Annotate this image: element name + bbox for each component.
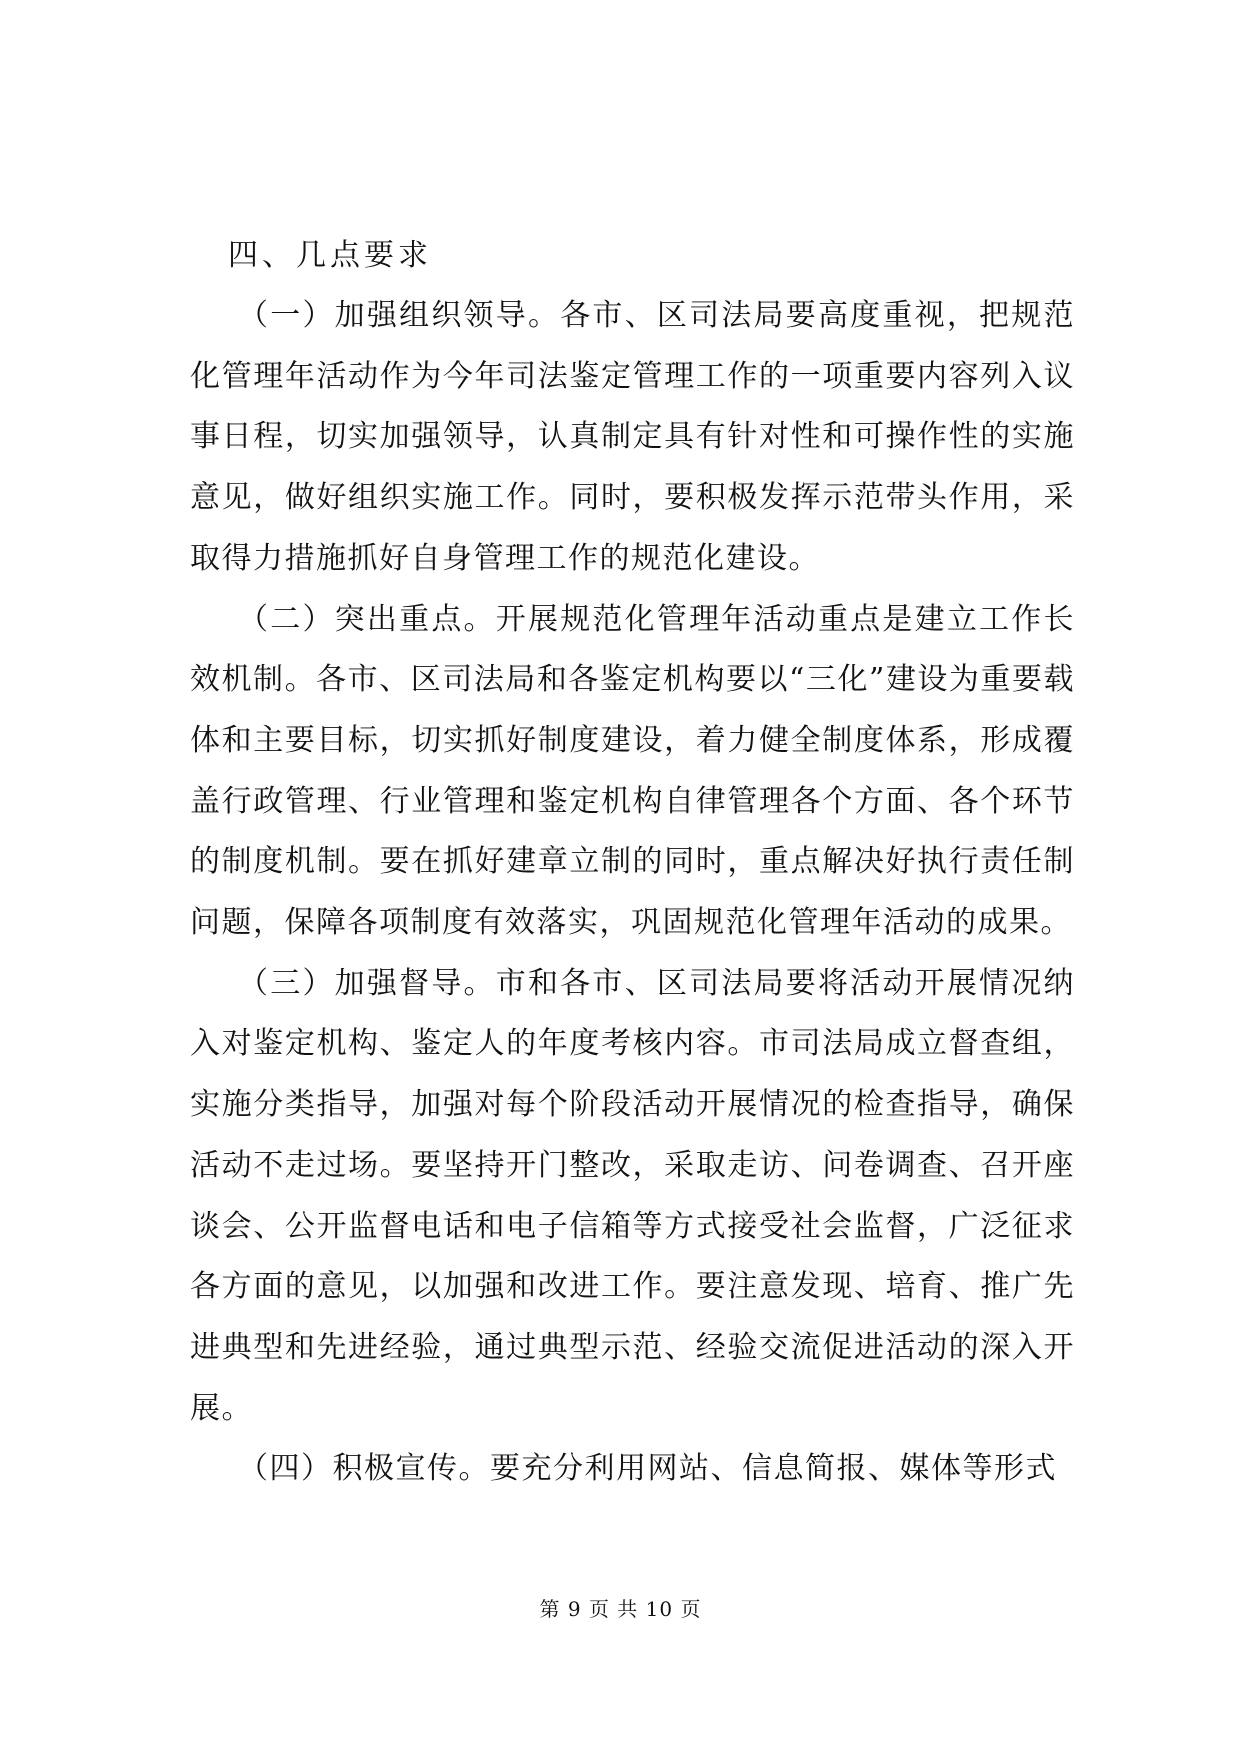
paragraph-publicity: （四）积极宣传。要充分利用网站、信息简报、媒体等形式 <box>238 1451 1057 1487</box>
paragraph-organization-leadership: （一）加强组织领导。各市、区司法局要高度重视，把规范化管理年活动作为今年司法鉴定管理工作的一项重要内容列入议事日程，切实加强领导，认真制定具有针对性和可操作性的实施意见，做好组织实施工作。同时，要积极发挥示范带头作用，采取得力措施抓好自身管理工作的规范化建设。 <box>190 298 1075 576</box>
page-number-footer: 第 9 页 共 10 页 <box>539 1597 702 1621</box>
paragraph-key-focus: （二）突出重点。开展规范化管理年活动重点是建立工作长效机制。各市、区司法局和各鉴定机构要以“三化”建设为重要载体和主要目标，切实抓好制度建设，着力健全制度体系，形成覆盖行政管理、行业管理和鉴定机构自律管理各个方面、各个环节的制度机制。要在抓好建章立制的同时，重点解决好执行责任制问题，保障各项制度有效落实，巩固规范化管理年活动的成果。 <box>190 601 1075 941</box>
document-body <box>190 226 1075 1500</box>
section-heading: 四、几点要求 <box>228 238 432 273</box>
paragraph-supervision: （三）加强督导。市和各市、区司法局要将活动开展情况纳入对鉴定机构、鉴定人的年度考核内容。市司法局成立督查组，实施分类指导，加强对每个阶段活动开展情况的检查指导，确保活动不走过场。要坚持开门整改，采取走访、问卷调查、召开座谈会、公开监督电话和电子信箱等方式接受社会监督，广泛征求各方面的意见，以加强和改进工作。要注意发现、培育、推广先进典型和先进经验，通过典型示范、经验交流促进活动的深入开展。 <box>190 965 1075 1426</box>
